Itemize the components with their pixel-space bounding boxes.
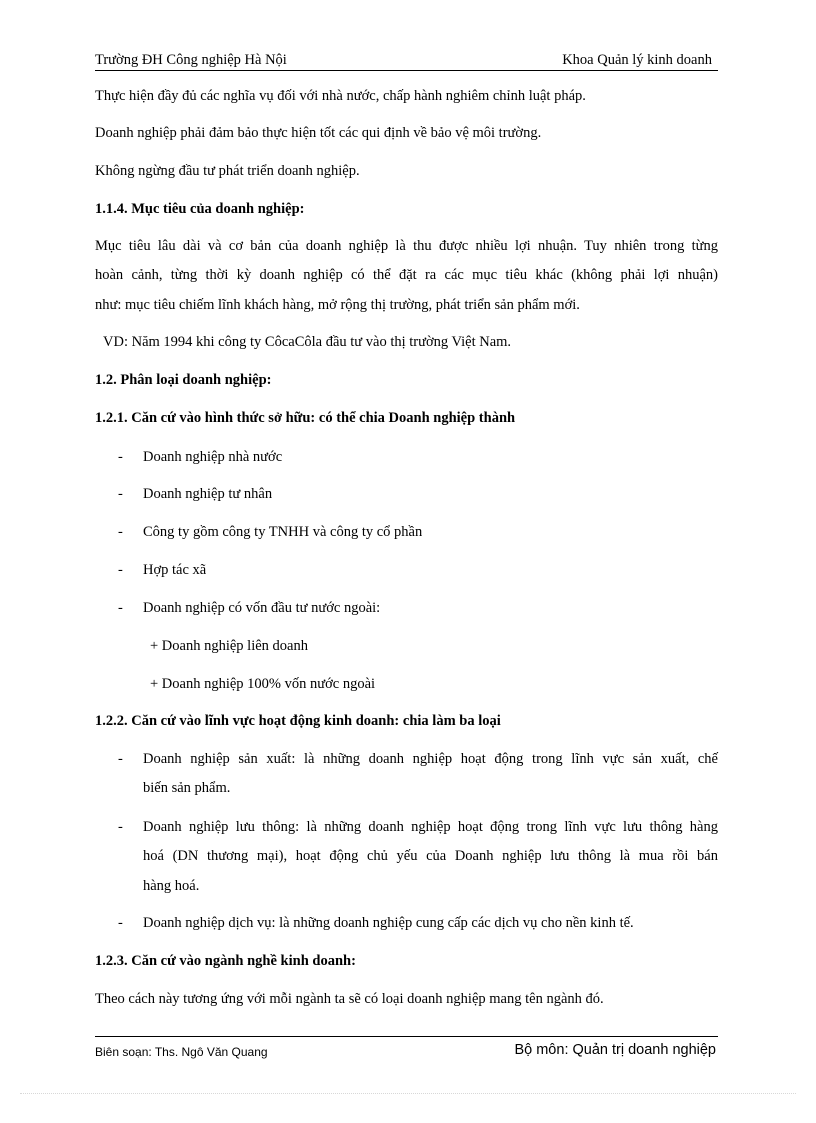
list-dash: - — [118, 449, 123, 465]
goal-line-3: như: mục tiêu chiếm lĩnh khách hàng, mở rộng thị trường, phát triển sản phẩm mới. — [95, 297, 580, 313]
page-bottom-border — [20, 1093, 796, 1094]
list-dash: - — [118, 915, 123, 931]
ownership-item: Doanh nghiệp có vốn đầu tư nước ngoài: — [143, 600, 381, 616]
heading-1-2-2: 1.2.2. Căn cứ vào lĩnh vực hoạt động kinh doanh: chia làm ba loại — [95, 713, 501, 729]
ownership-item: Doanh nghiệp nhà nước — [143, 449, 283, 465]
list-dash: - — [118, 600, 123, 616]
paragraph-industry: Theo cách này tương ứng với mỗi ngành ta sẽ có loại doanh nghiệp mang tên ngành đó. — [95, 991, 604, 1007]
list-dash: - — [118, 524, 123, 540]
paragraph-environment: Doanh nghiệp phải đảm bảo thực hiện tốt các qui định về bảo vệ môi trường. — [95, 125, 542, 141]
footer-department: Bộ môn: Quản trị doanh nghiệp — [514, 1042, 716, 1058]
paragraph-obligations: Thực hiện đầy đủ các nghĩa vụ đối với nhà nước, chấp hành nghiêm chỉnh luật pháp. — [95, 88, 586, 104]
example-line: VD: Năm 1994 khi công ty CôcaCôla đầu tư vào thị trường Việt Nam. — [103, 334, 512, 350]
field-item-service: Doanh nghiệp dịch vụ: là những doanh nghiệp cung cấp các dịch vụ cho nền kinh tế. — [143, 915, 634, 931]
header-faculty: Khoa Quản lý kinh doanh — [562, 52, 712, 68]
foreign-sub-item: + Doanh nghiệp liên doanh — [150, 638, 308, 654]
footer-author: Biên soạn: Ths. Ngô Văn Quang — [95, 1045, 268, 1059]
paragraph-investment: Không ngừng đầu tư phát triển doanh nghiệp. — [95, 163, 360, 179]
header-university: Trường ĐH Công nghiệp Hà Nội — [95, 52, 287, 68]
field-item-production-line-2: biến sản phẩm. — [143, 780, 231, 796]
field-item-trade-line-3: hàng hoá. — [143, 878, 200, 894]
goal-line-2: hoàn cảnh, từng thời kỳ doanh nghiệp có thể đặt ra các mục tiêu khác (không phải lợi nhuận) — [95, 267, 718, 283]
field-item-trade-line-1: Doanh nghiệp lưu thông: là những doanh nghiệp hoạt động trong lĩnh vực lưu thông hàng — [143, 819, 718, 835]
heading-1-1-4: 1.1.4. Mục tiêu của doanh nghiệp: — [95, 201, 305, 217]
list-dash: - — [118, 751, 123, 767]
heading-1-2-1: 1.2.1. Căn cứ vào hình thức sở hữu: có thể chia Doanh nghiệp thành — [95, 410, 516, 426]
goal-line-1: Mục tiêu lâu dài và cơ bản của doanh nghiệp là thu được nhiều lợi nhuận. Tuy nhiên trong từng — [95, 238, 718, 254]
footer-rule — [95, 1036, 718, 1037]
list-dash: - — [118, 562, 123, 578]
heading-1-2: 1.2. Phân loại doanh nghiệp: — [95, 372, 272, 388]
list-dash: - — [118, 486, 123, 502]
ownership-item: Doanh nghiệp tư nhân — [143, 486, 273, 502]
field-item-trade-line-2: hoá (DN thương mại), hoạt động chủ yếu của Doanh nghiệp lưu thông là mua rồi bán — [143, 848, 718, 864]
field-item-production-line-1: Doanh nghiệp sản xuất: là những doanh nghiệp hoạt động trong lĩnh vực sản xuất, chế — [143, 751, 718, 767]
ownership-item: Hợp tác xã — [143, 562, 207, 578]
page-header — [95, 50, 718, 71]
foreign-sub-item: + Doanh nghiệp 100% vốn nước ngoài — [150, 676, 376, 692]
list-dash: - — [118, 819, 123, 835]
heading-1-2-3: 1.2.3. Căn cứ vào ngành nghề kinh doanh: — [95, 953, 356, 969]
ownership-item: Công ty gồm công ty TNHH và công ty cổ phần — [143, 524, 423, 540]
